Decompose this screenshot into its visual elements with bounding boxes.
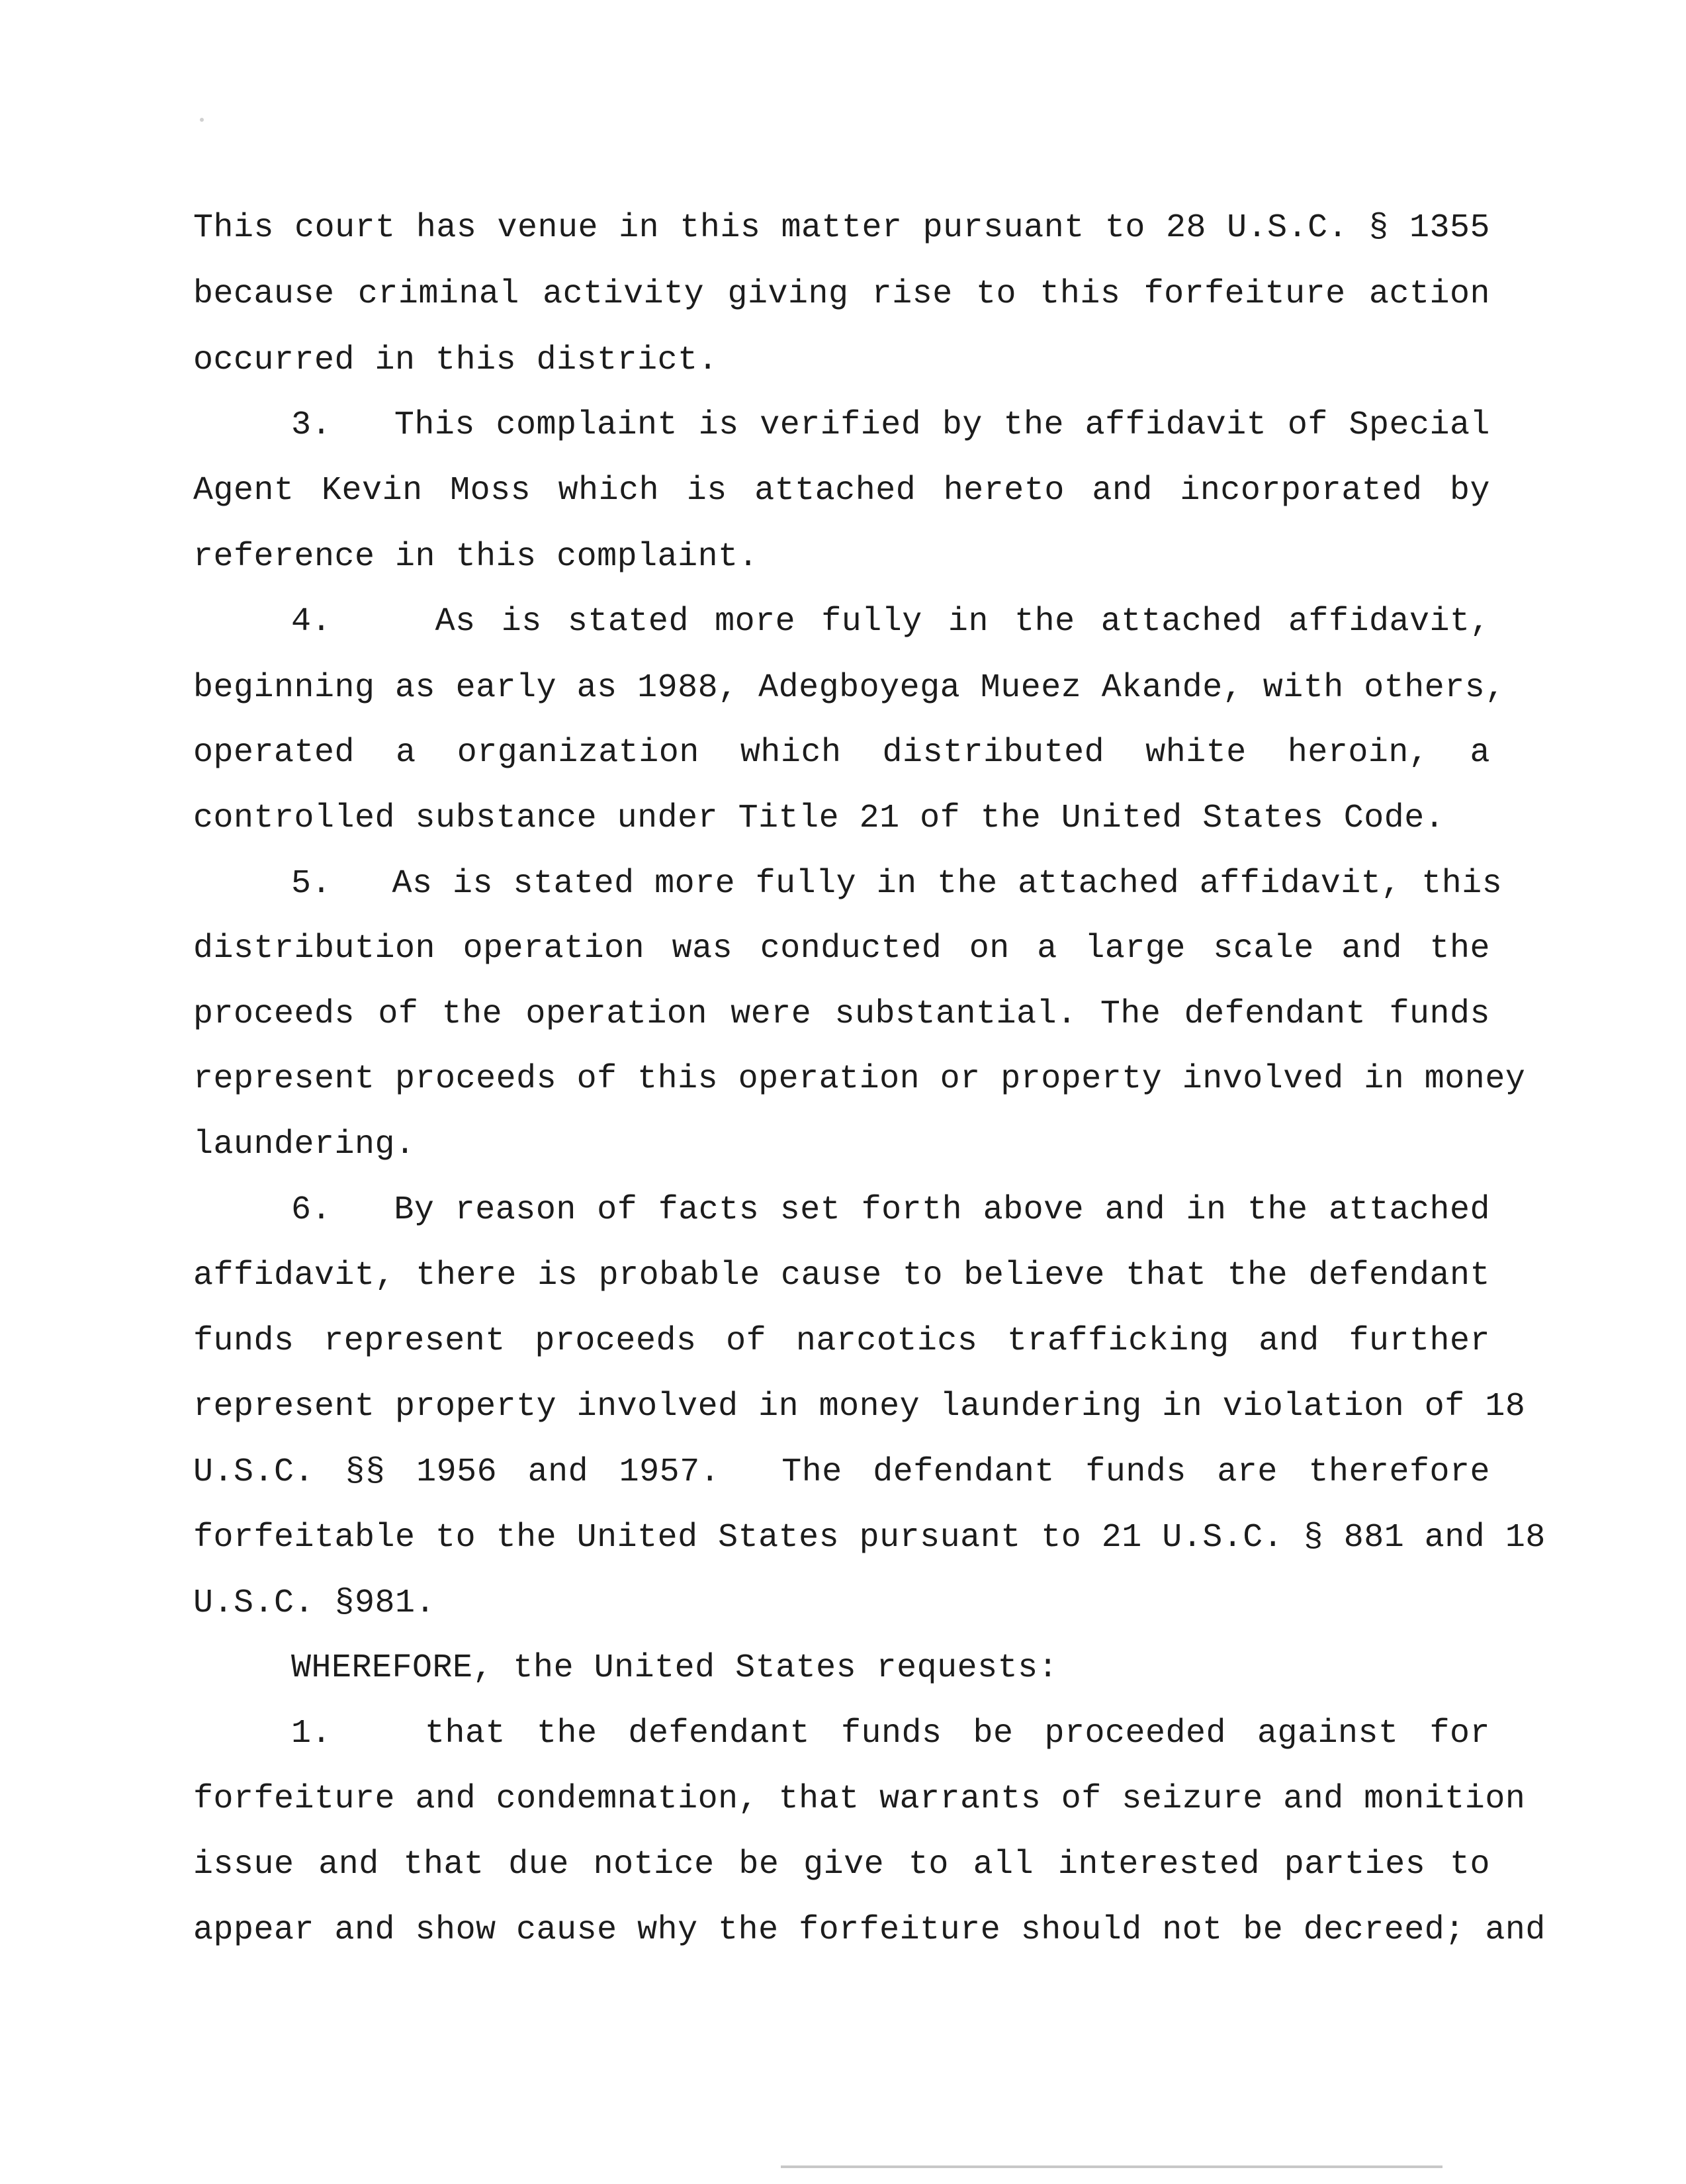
body-line: proceeds of the operation were substantial. The defendant funds (193, 995, 1490, 1033)
scan-bottom-edge (781, 2165, 1442, 2168)
body-line: affidavit, there is probable cause to believe that the defendant (193, 1257, 1490, 1295)
body-line: issue and that due notice be give to all interested parties to (193, 1846, 1490, 1884)
paragraph-3-line: 3. This complaint is verified by the affidavit of Special (291, 406, 1490, 444)
body-line: beginning as early as 1988, Adegboyega Mueez Akande, with others, (193, 669, 1505, 707)
paragraph-5-line: 5. As is stated more fully in the attached affidavit, this (291, 865, 1503, 903)
body-line: U.S.C. §981. (193, 1584, 436, 1622)
body-line: forfeitable to the United States pursuant to 21 U.S.C. § 881 and 18 (193, 1519, 1546, 1557)
body-line: This court has venue in this matter pursuant to 28 U.S.C. § 1355 (193, 209, 1490, 247)
body-line: U.S.C. §§ 1956 and 1957. The defendant funds are therefore (193, 1453, 1490, 1491)
body-line: distribution operation was conducted on a large scale and the (193, 930, 1490, 968)
body-line: appear and show cause why the forfeiture should not be decreed; and (193, 1911, 1546, 1949)
body-line: forfeiture and condemnation, that warrants of seizure and monition (193, 1780, 1526, 1818)
request-1-line: 1. that the defendant funds be proceeded against for (291, 1715, 1490, 1752)
paragraph-4-line: 4. As is stated more fully in the attached affidavit, (291, 603, 1490, 641)
scan-speck (200, 118, 204, 122)
body-line: operated a organization which distributed white heroin, a (193, 734, 1490, 772)
body-line: reference in this complaint. (193, 538, 759, 576)
body-line: Agent Kevin Moss which is attached hereto and incorporated by (193, 472, 1490, 510)
body-line: funds represent proceeds of narcotics trafficking and further (193, 1322, 1490, 1360)
body-line: occurred in this district. (193, 341, 719, 379)
body-line: represent proceeds of this operation or property involved in money (193, 1060, 1526, 1098)
paragraph-6-line: 6. By reason of facts set forth above and in the attached (291, 1191, 1490, 1229)
body-line: controlled substance under Title 21 of the United States Code. (193, 799, 1445, 837)
body-line: laundering. (193, 1126, 416, 1163)
wherefore-heading: WHEREFORE, the United States requests: (291, 1649, 1059, 1687)
body-line: because criminal activity giving rise to this forfeiture action (193, 275, 1490, 313)
body-line: represent property involved in money laundering in violation of 18 (193, 1388, 1526, 1426)
